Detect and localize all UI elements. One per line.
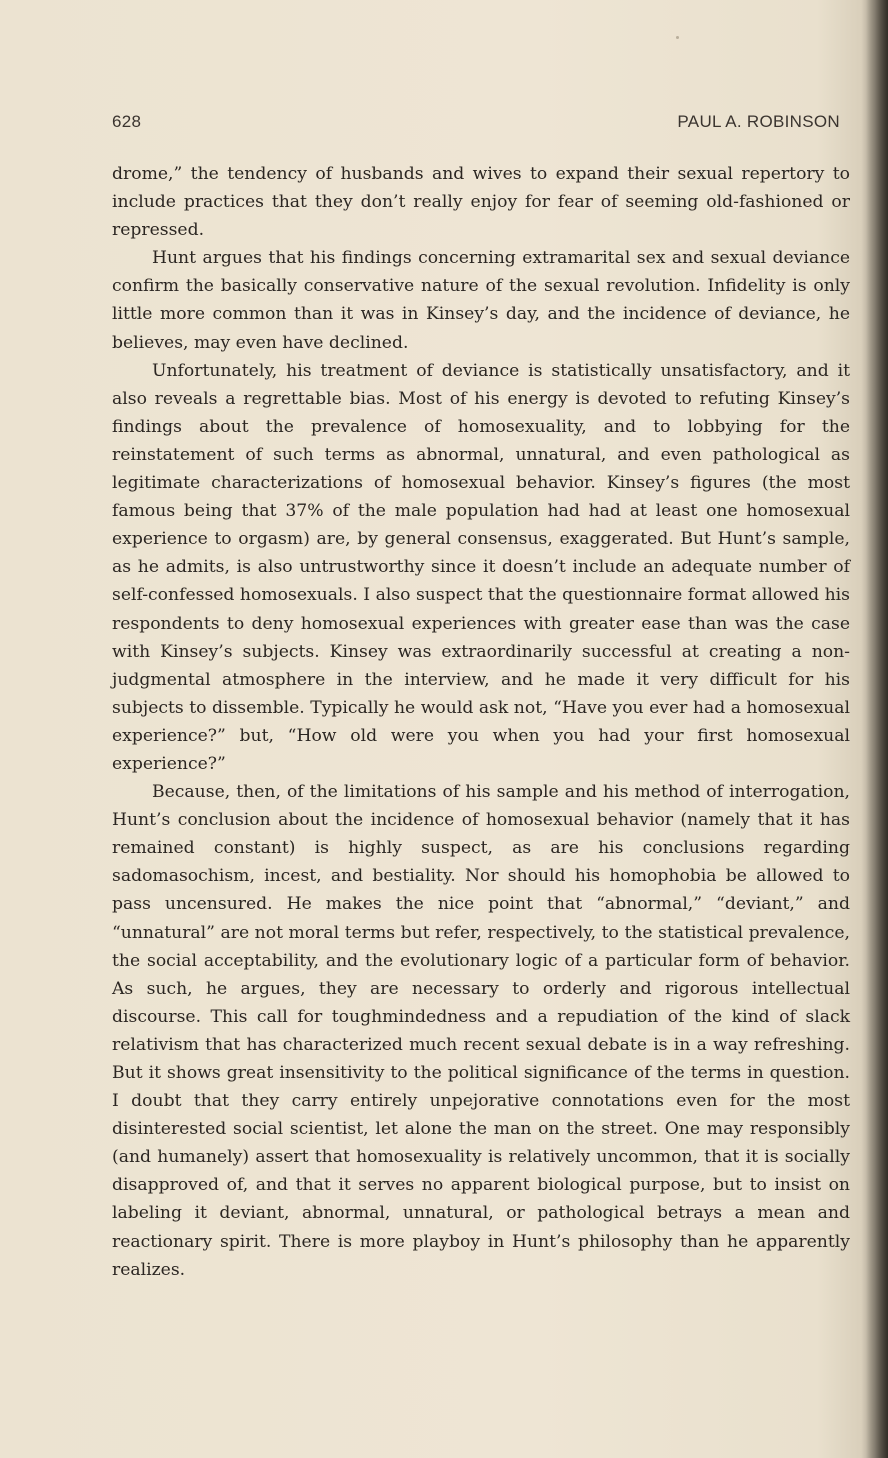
paragraph: Unfortunately, his treatment of deviance is statistically unsatisfactory, and it also reveals a regrettable bias. Most of his energy is devoted to refuting Kinsey’s findings about the prevalence of homosexuality, and to lobbying for the reinstatement of such terms as abnormal, unnatural, and even pathological as legitimate characterizations of homosexual behavior. Kinsey’s figures (the most famous being that 37% of the male population had had at least one homosexual experience to orgasm) are, by general consensus, exaggerated. But Hunt’s sample, as he admits, is also untrustworthy since it doesn’t include an adequate number of self-confessed homosexuals. I also suspect that the questionnaire format allowed his respondents to deny homosexual experiences with greater ease than was the case with Kinsey’s subjects. Kinsey was extraordinarily successful at creating a non-judgmental atmosphere in the interview, and he made it very difficult for his subjects to dissemble. Typically he would ask not, “Have you ever had a homosexual experience?” but, “How old were you when you had your first homosexual experience?” — [112, 360, 850, 774]
paragraph: Hunt argues that his findings concerning extramarital sex and sexual deviance confirm the basically conservative nature of the sexual revolution. Infidelity is only little more common than it was in Kinsey’s day, and the incidence of deviance, he believes, may even have declined. — [112, 248, 850, 353]
body-text — [112, 160, 850, 1284]
running-head — [112, 112, 840, 138]
running-head-author: PAUL A. ROBINSON — [677, 112, 840, 131]
paragraph: Because, then, of the limitations of his sample and his method of interrogation, Hunt’s conclusion about the incidence of homosexual behavior (namely that it has remained constant) is highly suspect, as are his conclusions regarding sadomasochism, incest, and bestiality. Nor should his homophobia be allowed to pass uncensured. He makes the nice point that “abnormal,” “deviant,” and “unnatural” are not moral terms but refer, respectively, to the statistical prevalence, the social acceptability, and the evolutionary logic of a particular form of behavior. As such, he argues, they are necessary to orderly and rigorous intellectual discourse. This call for toughmindedness and a repudiation of the kind of slack relativism that has characterized much recent sexual debate is in a way refreshing. But it shows great insensitivity to the political significance of the terms in question. I doubt that they carry entirely unpejorative connotations even for the most disinterested social scientist, let alone the man on the street. One may responsibly (and humanely) assert that homosexuality is relatively uncommon, that it is socially disapproved of, and that it serves no apparent biological purpose, but to insist on labeling it deviant, abnormal, unnatural, or pathological betrays a mean and reactionary spirit. There is more playboy in Hunt’s philosophy than he apparently realizes. — [112, 782, 850, 1280]
page-number: 628 — [112, 112, 142, 131]
page-edge-shadow — [866, 0, 888, 1458]
paragraph-continuation: drome,” the tendency of husbands and wives to expand their sexual repertory to include practices that they don’t really enjoy for fear of seeming old-fashioned or repressed. — [112, 164, 850, 241]
paper-speck — [676, 36, 679, 39]
